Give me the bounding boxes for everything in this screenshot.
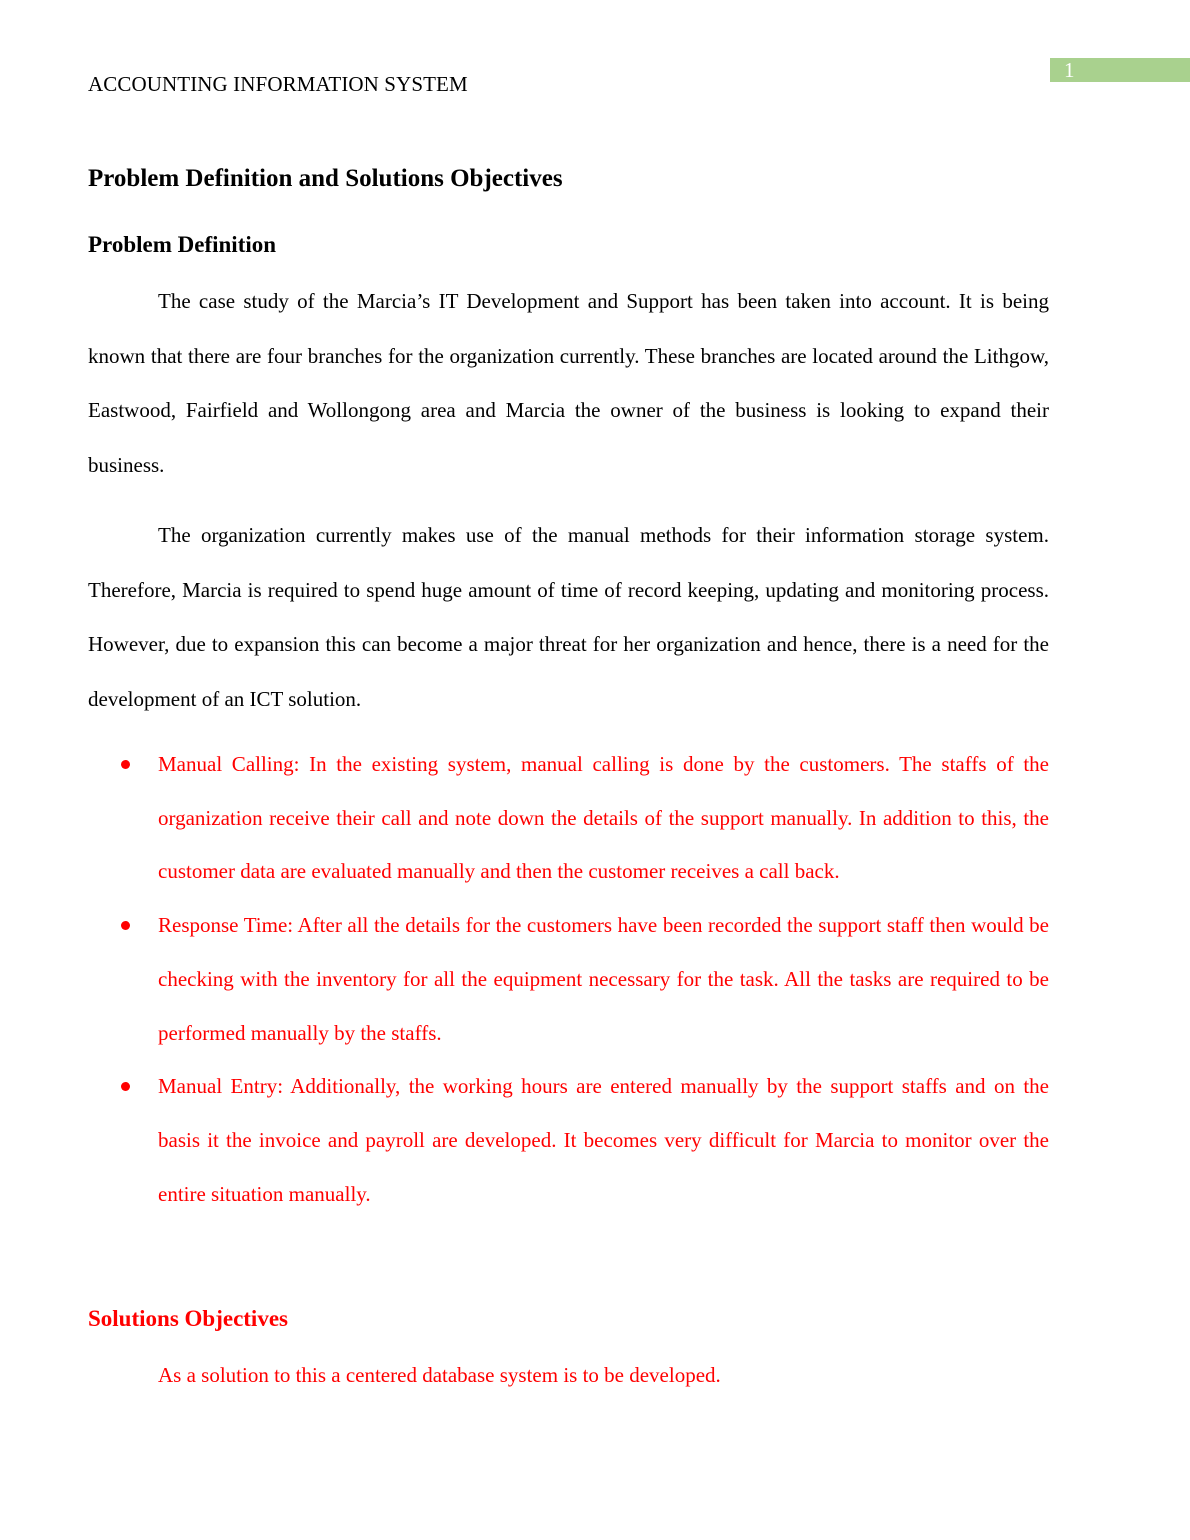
bullet-response-time: [88, 899, 1049, 1060]
page-number: 1: [1064, 58, 1075, 82]
bullet-manual-calling: [88, 738, 1049, 899]
bullet-icon: [121, 1082, 130, 1091]
problem-definition-heading: Problem Definition: [88, 232, 277, 257]
solutions-objectives-heading: Solutions Objectives: [88, 1306, 288, 1331]
bullet-icon: [121, 760, 130, 769]
section-title: Problem Definition and Solutions Objectives: [88, 165, 563, 192]
page-number-bar: [1050, 58, 1190, 82]
bullet-text: Response Time: After all the details for the customers have been recorded the support staff then would be checking with the inventory for all the equipment necessary for the task. All the tasks are required to be performed manually by the staffs.: [158, 913, 1049, 1045]
problem-bullet-list: [88, 738, 1049, 1221]
paragraph-manual-methods: The organization currently makes use of the manual methods for their information storage system. Therefore, Marcia is required to spend huge amount of time of record keeping, updating and monitoring process. However, due to expansion this can become a major threat for her organization and hence, there is a need for the development of an ICT solution.: [88, 523, 1049, 711]
bullet-text: Manual Entry: Additionally, the working hours are entered manually by the support staffs and on the basis it the invoice and payroll are developed. It becomes very difficult for Marcia to monitor over the entire situation manually.: [158, 1074, 1049, 1206]
bullet-icon: [121, 921, 130, 930]
solutions-objectives-text: As a solution to this a centered database system is to be developed.: [158, 1363, 721, 1387]
paragraph-case-study: The case study of the Marcia’s IT Development and Support has been taken into account. It is being known that there are four branches for the organization currently. These branches are located around the Lithgow, Eastwood, Fairfield and Wollongong area and Marcia the owner of the business is looking to expand their business.: [88, 289, 1049, 477]
running-header: ACCOUNTING INFORMATION SYSTEM: [88, 72, 468, 96]
bullet-text: Manual Calling: In the existing system, manual calling is done by the customers. The staffs of the organization receive their call and note down the details of the support manually. In addition to this, the customer data are evaluated manually and then the customer receives a call back.: [158, 752, 1049, 884]
bullet-manual-entry: [88, 1060, 1049, 1221]
